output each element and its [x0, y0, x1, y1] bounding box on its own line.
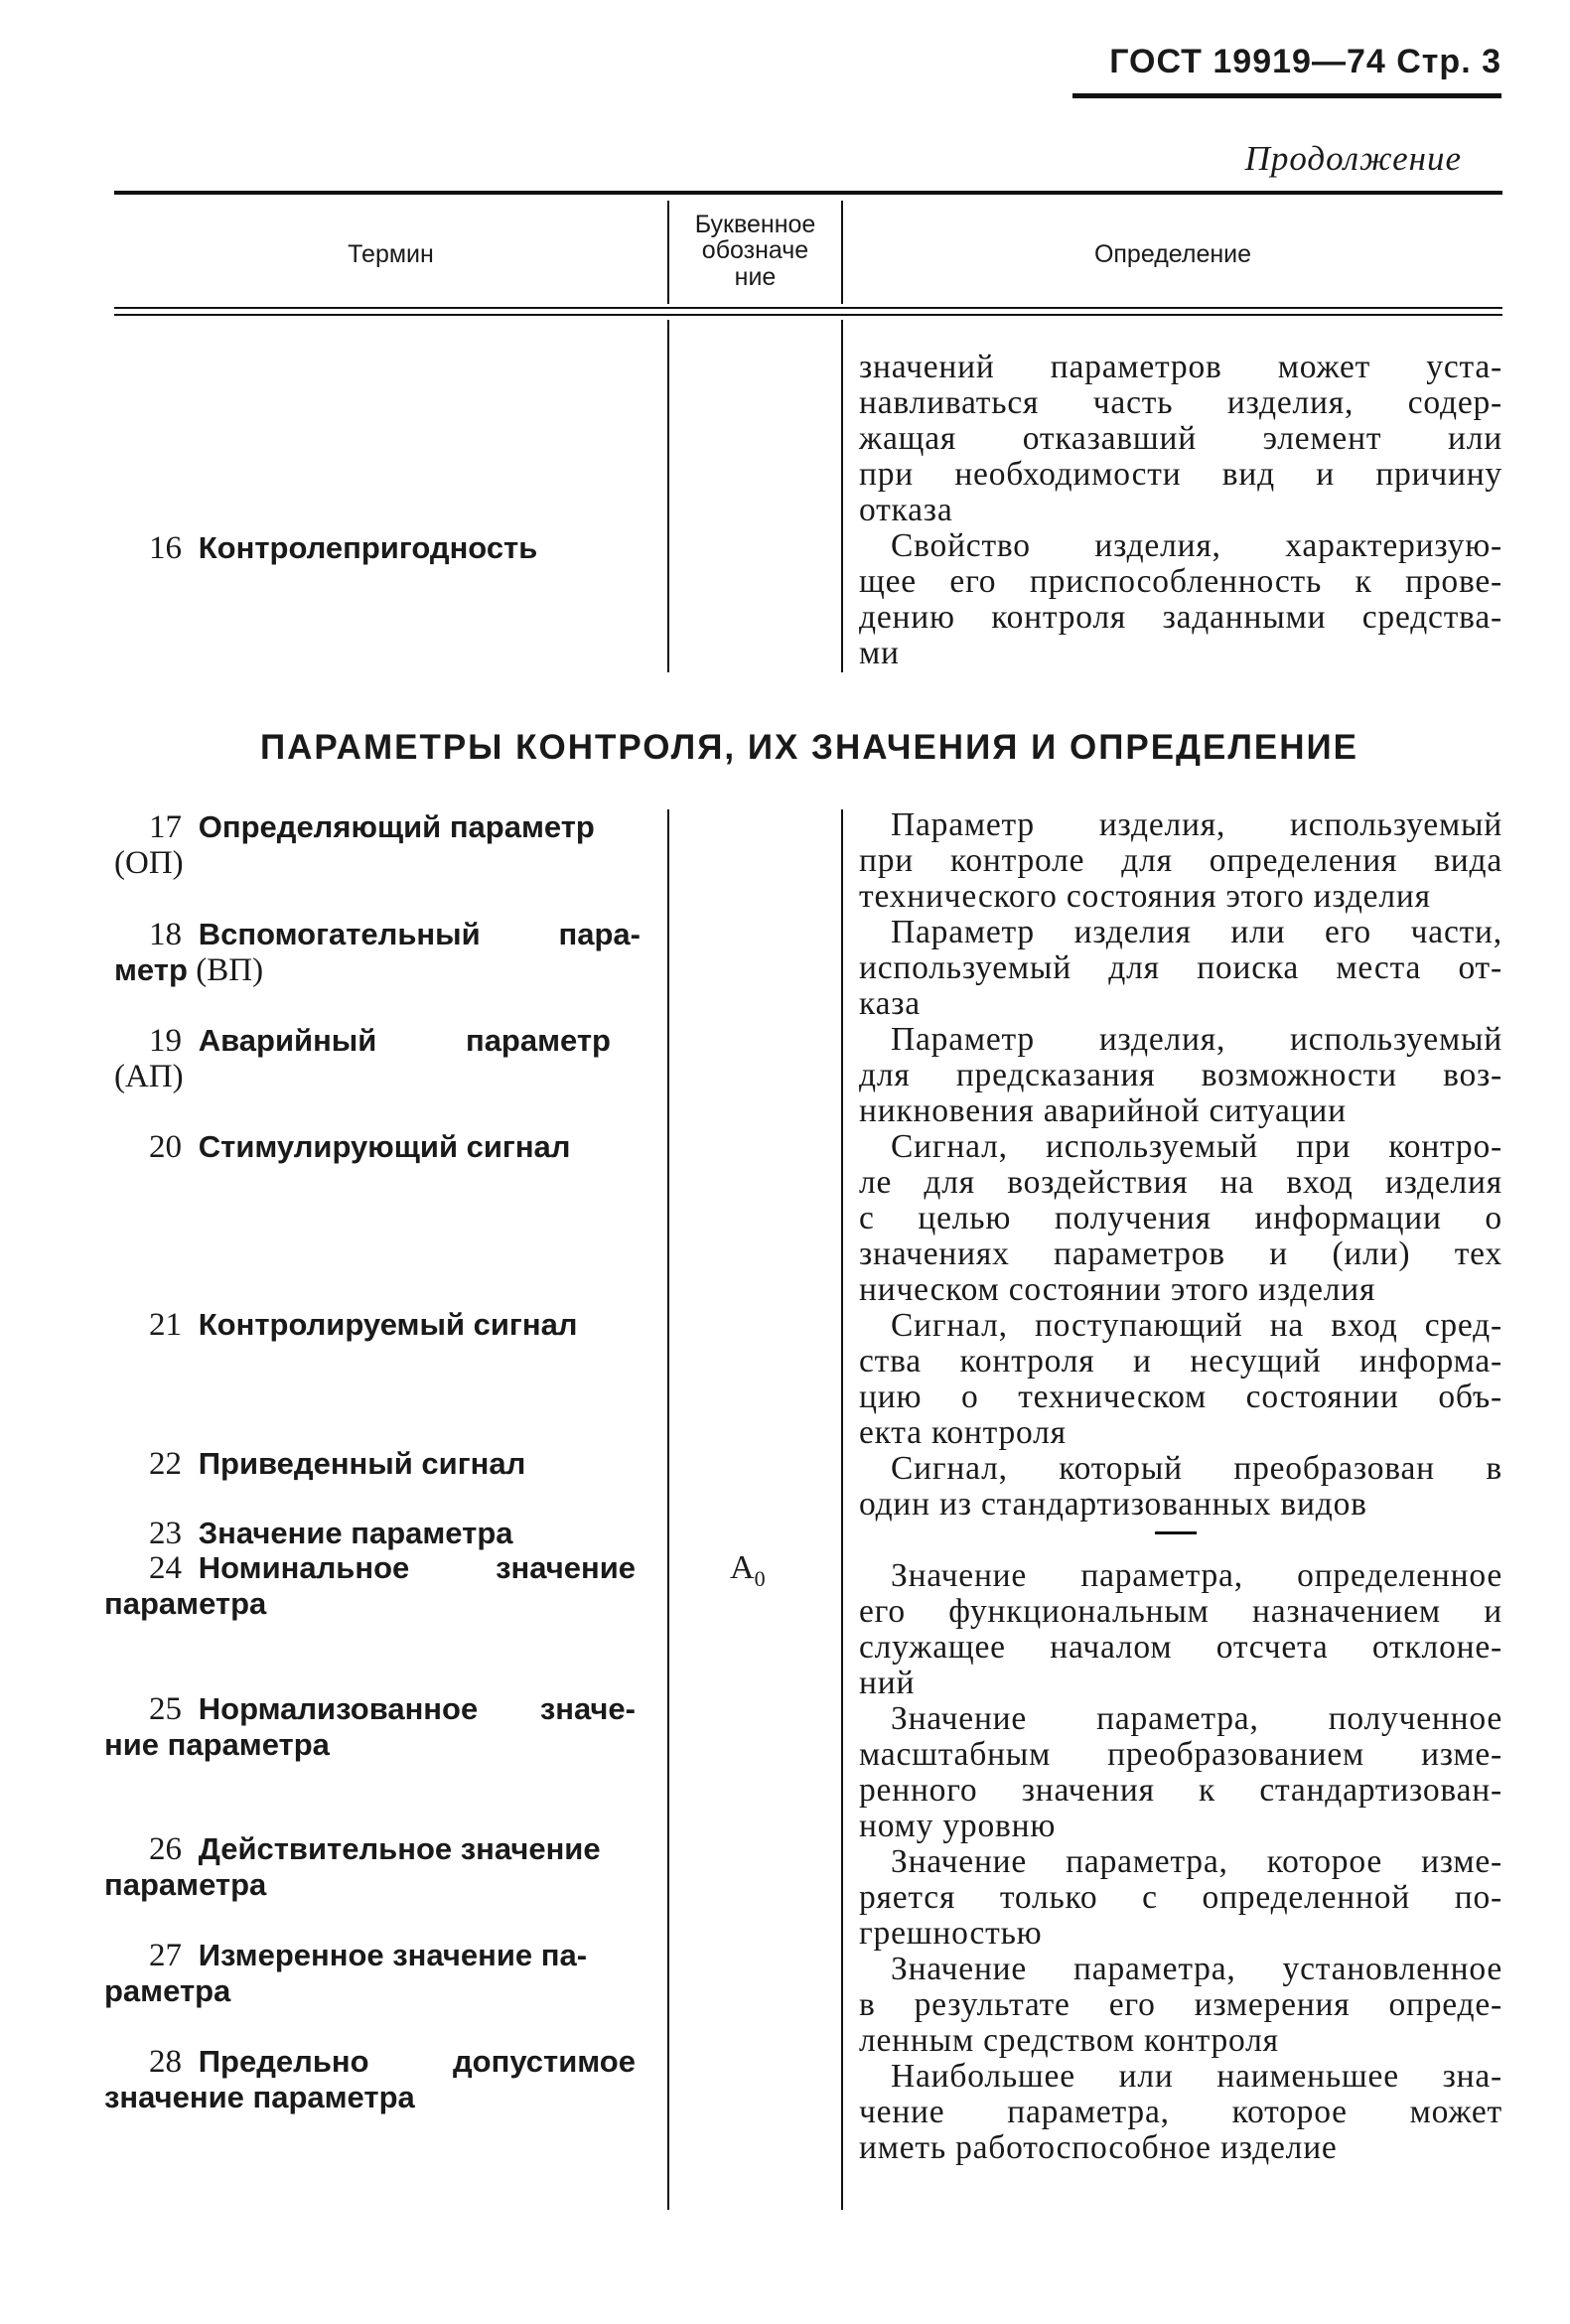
- definition-line: отказа: [859, 492, 953, 528]
- definition-word: для: [1121, 842, 1173, 879]
- definition-word: контроля: [959, 1343, 1095, 1380]
- definition-word: только: [999, 1879, 1098, 1916]
- definition-word: изме-: [1421, 1843, 1502, 1880]
- definition-word: служащее: [859, 1629, 1006, 1666]
- definition-word: который: [1059, 1450, 1183, 1487]
- definition-word: значениях: [859, 1235, 1010, 1272]
- definition-word: части,: [1410, 914, 1502, 950]
- definition-word: причину: [1375, 456, 1502, 493]
- definition-word: ства: [859, 1343, 922, 1380]
- header-rule: [1072, 93, 1501, 98]
- definition-word: информа-: [1359, 1343, 1502, 1380]
- definition-line: [859, 1022, 1502, 1058]
- col-divider-body-1a: [667, 320, 669, 672]
- definition-word: несущий: [1190, 1343, 1322, 1380]
- definition-line: [859, 1236, 1502, 1272]
- definition-word: используемый: [1290, 1021, 1502, 1058]
- definition-word: изделия: [1384, 1164, 1502, 1201]
- definition-line: [859, 1165, 1502, 1201]
- term-name: Стимулирующий сигнал: [198, 1129, 571, 1164]
- definition-line: [859, 600, 1502, 636]
- definition-word: вход: [1331, 1307, 1398, 1344]
- page-number: Стр. 3: [1396, 43, 1501, 80]
- definition-word: заданными: [1162, 599, 1327, 636]
- term-24: 24 Номинальное значение параметра: [104, 1550, 636, 1621]
- definition-word: щее: [859, 563, 917, 600]
- definition-spacer: [859, 1523, 1502, 1558]
- definition-word: опреде-: [1388, 1986, 1502, 2023]
- carry-over-definition: [859, 350, 1502, 528]
- definition-word: его: [859, 1593, 906, 1630]
- definition-word: и: [1133, 1343, 1152, 1380]
- definition-word: получения: [1054, 1200, 1212, 1236]
- definition-word: воздействия: [1007, 1164, 1189, 1201]
- definition-word: при: [859, 456, 915, 493]
- definition-word: параметров: [1050, 349, 1222, 385]
- column-header-letter-line1: Буквенное: [694, 211, 816, 238]
- term-name: Нормализованное: [198, 1691, 479, 1726]
- column-header-letter-line2: обозначе: [701, 236, 809, 265]
- definition-line: [859, 2059, 1502, 2095]
- definition-line: ленным средством контроля: [859, 2022, 1279, 2059]
- definition-line: один из стандартизованных видов: [859, 1486, 1367, 1523]
- definition-word: целью: [918, 1200, 1012, 1236]
- definition-word: на: [1219, 1164, 1255, 1201]
- definition-word: отказавший: [1022, 420, 1197, 457]
- definition-line: [859, 564, 1502, 600]
- definition-line: [859, 2095, 1502, 2130]
- definition-line: [859, 1129, 1502, 1165]
- term-23: 23 Значение параметра: [149, 1516, 513, 1551]
- definition-word: чение: [859, 2094, 945, 2130]
- term-name: Контролепригодность: [198, 530, 538, 565]
- definition-word: (или): [1332, 1235, 1411, 1272]
- definition-word: может: [1277, 349, 1371, 385]
- definition-word: контро-: [1388, 1128, 1502, 1165]
- definition-word: наименьшее: [1216, 2058, 1399, 2095]
- definition-word: преобразован: [1233, 1450, 1435, 1487]
- definition-word: изделия: [1073, 914, 1192, 950]
- term-22: 22 Приведенный сигнал: [149, 1446, 526, 1482]
- col-divider-body-2b: [841, 809, 843, 2210]
- definition-word: тех: [1454, 1235, 1502, 1272]
- definition-word: Значение: [891, 1843, 1028, 1880]
- definition-line: ному уровню: [859, 1808, 1057, 1844]
- definition-line: [859, 1987, 1502, 2023]
- definition-word: определения: [1209, 842, 1398, 879]
- definition-line: [859, 1344, 1502, 1380]
- standard-number: ГОСТ 19919—74: [1109, 43, 1386, 80]
- definition-16: [859, 528, 1502, 671]
- definition-line: [859, 1701, 1502, 1737]
- definition-word: контроля: [991, 599, 1127, 636]
- definition-line: технического состояния этого изделия: [859, 878, 1431, 915]
- definition-word: места: [1336, 949, 1422, 986]
- definition-line: иметь работоспособное изделие: [859, 2129, 1338, 2166]
- definition-line: [859, 1737, 1502, 1773]
- definition-line: [859, 1594, 1502, 1630]
- term-name: Действительное значение: [198, 1831, 601, 1866]
- term-name: Приведенный сигнал: [198, 1446, 526, 1481]
- definition-word: отклоне-: [1371, 1629, 1502, 1666]
- definition-word: значений: [859, 349, 995, 385]
- definition-word: параметров: [1054, 1235, 1225, 1272]
- definition-word: изделия,: [1226, 384, 1355, 421]
- definition-line: [859, 528, 1502, 564]
- definition-word: используемый: [1290, 806, 1502, 843]
- definition-word: дению: [859, 599, 955, 636]
- definition-line: екта контроля: [859, 1414, 1067, 1451]
- definition-word: ле: [859, 1164, 893, 1201]
- continuation-label: Продолжение: [1244, 139, 1462, 178]
- term-25: 25 Нормализованное значе- ние параметра: [104, 1691, 636, 1762]
- column-header-letter-line3: ние: [734, 262, 777, 291]
- definition-word: на: [1269, 1307, 1305, 1344]
- term-name: Определяющий параметр: [198, 809, 595, 844]
- definition-word: средства-: [1361, 599, 1502, 636]
- definition-line: [859, 1201, 1502, 1236]
- definition-word: техническом: [1018, 1379, 1207, 1415]
- definition-word: цию: [859, 1379, 923, 1415]
- term-name: Аварийный: [198, 1023, 377, 1058]
- definition-word: объ-: [1438, 1379, 1502, 1415]
- definition-word: жащая: [859, 420, 957, 457]
- definition-line: [859, 1558, 1502, 1594]
- definition-word: с: [1142, 1879, 1158, 1916]
- definition-line: [859, 1880, 1502, 1916]
- definition-word: началом: [1050, 1629, 1173, 1666]
- definition-word: изделия,: [1098, 1021, 1226, 1058]
- definition-word: при: [1296, 1128, 1352, 1165]
- definition-line: [859, 457, 1502, 493]
- term-name: Вспомогательный: [198, 917, 481, 951]
- definition-line: [859, 1451, 1502, 1487]
- definition-word: информации: [1254, 1200, 1442, 1236]
- definition-line: [859, 915, 1502, 950]
- definition-word: Значение: [891, 1557, 1028, 1594]
- definition-word: для: [859, 1057, 911, 1093]
- definition-word: характеризую-: [1285, 527, 1502, 564]
- definition-word: которое: [1266, 1843, 1382, 1880]
- definition-word: Значение: [891, 1951, 1028, 1987]
- definition-word: используемый: [1046, 1128, 1258, 1165]
- definition-word: содер-: [1407, 384, 1502, 421]
- definition-word: может: [1409, 2094, 1502, 2130]
- col-divider-body-1b: [667, 809, 669, 2210]
- definition-word: Параметр: [891, 914, 1035, 950]
- term-name: Значение параметра: [198, 1516, 513, 1550]
- definition-word: или: [1230, 914, 1286, 950]
- definition-line: ническом состоянии этого изделия: [859, 1271, 1376, 1308]
- running-head: [1072, 42, 1501, 82]
- definition-line: [859, 843, 1502, 879]
- definition-word: возможности: [1201, 1057, 1397, 1093]
- definition-word: назначением: [1251, 1593, 1441, 1630]
- definition-word: с: [859, 1200, 875, 1236]
- table-head-rule-2: [114, 314, 1502, 316]
- definition-word: по-: [1454, 1879, 1502, 1916]
- col-divider-body-2a: [841, 320, 843, 672]
- definition-word: функциональным: [948, 1593, 1210, 1630]
- term-28: 28 Предельно допустимое значение параметра: [104, 2044, 636, 2114]
- definition-word: установленное: [1282, 1951, 1502, 1987]
- definition-word: для: [924, 1164, 975, 1201]
- definition-line: [859, 1058, 1502, 1093]
- definition-word: Сигнал,: [891, 1128, 1008, 1165]
- definition-word: отсчета: [1215, 1629, 1329, 1666]
- definition-word: о: [960, 1379, 979, 1415]
- definition-word: Сигнал,: [891, 1307, 1008, 1344]
- definition-word: прове-: [1405, 563, 1502, 600]
- definition-word: параметра,: [1080, 1557, 1243, 1594]
- definition-word: его: [1325, 914, 1371, 950]
- definition-word: параметра,: [1073, 1951, 1236, 1987]
- definition-word: предсказания: [955, 1057, 1156, 1093]
- term-name: Измеренное значение па-: [198, 1938, 588, 1972]
- definition-word: от-: [1458, 949, 1502, 986]
- term-26: 26 Действительное значение параметра: [104, 1831, 601, 1902]
- definition-word: ренного: [859, 1772, 978, 1809]
- term-19: 19 Аварийный параметр (АП): [114, 1023, 611, 1094]
- definition-word: необходимости: [954, 456, 1182, 493]
- definition-word: измерения: [1194, 1986, 1351, 2023]
- definition-word: состоянии: [1245, 1379, 1399, 1415]
- definition-word: Значение: [891, 1700, 1028, 1737]
- definition-word: стандартизован-: [1259, 1772, 1502, 1809]
- definition-word: поиска: [1197, 949, 1300, 986]
- definition-word: о: [1485, 1200, 1502, 1236]
- term-name: Номинальное: [198, 1550, 410, 1585]
- definition-word: приспособленность: [1029, 563, 1323, 600]
- definition-word: параметра,: [1096, 1700, 1259, 1737]
- definition-word: которое: [1231, 2094, 1348, 2130]
- term-27: 27 Измеренное значение па- раметра: [104, 1938, 588, 2008]
- term-21: 21 Контролируемый сигнал: [149, 1307, 578, 1343]
- definition-word: параметра,: [1066, 1843, 1228, 1880]
- definition-word: значения: [1021, 1772, 1155, 1809]
- definition-line: [859, 950, 1502, 986]
- definition-word: или: [1447, 420, 1502, 457]
- definition-word: его: [949, 563, 997, 600]
- column-header-term: Термин: [348, 240, 434, 268]
- definition-word: и: [1316, 456, 1336, 493]
- definition-line: каза: [859, 985, 921, 1022]
- definition-word: к: [1199, 1772, 1216, 1809]
- definition-word: Сигнал,: [891, 1450, 1008, 1487]
- term-number: 16: [149, 530, 182, 566]
- definition-word: преобразованием: [1107, 1736, 1365, 1773]
- definition-word: вида: [1434, 842, 1502, 879]
- definition-word: определенной: [1202, 1879, 1411, 1916]
- definition-word: вид: [1221, 456, 1275, 493]
- definition-line: [859, 807, 1502, 843]
- definition-word: Параметр: [891, 1021, 1035, 1058]
- definition-word: его: [1108, 1986, 1156, 2023]
- term-17: 17 Определяющий параметр (ОП): [114, 809, 595, 881]
- definition-word: часть: [1092, 384, 1174, 421]
- definition-word: параметра,: [1007, 2094, 1170, 2130]
- term-18: 18 Вспомогательный пара- метр (ВП): [114, 917, 641, 988]
- definition-word: Параметр: [891, 806, 1035, 843]
- table-top-rule: [114, 191, 1502, 195]
- definition-word: ряется: [859, 1879, 956, 1916]
- definition-word: воз-: [1443, 1057, 1502, 1093]
- definition-word: уста-: [1426, 349, 1502, 385]
- definition-line: никновения аварийной ситуации: [859, 1092, 1347, 1129]
- definition-line: [859, 1952, 1502, 1987]
- definition-word: изделия,: [1094, 527, 1221, 564]
- definition-word: полученное: [1328, 1700, 1502, 1737]
- definition-line: ний: [859, 1665, 916, 1701]
- term-name: Предельно: [198, 2044, 369, 2079]
- definition-word: и: [1484, 1593, 1502, 1630]
- definition-word: определенное: [1297, 1557, 1502, 1594]
- definition-word: результате: [914, 1986, 1070, 2023]
- definition-line: [859, 1308, 1502, 1344]
- column-header-definition: Определение: [1093, 240, 1252, 268]
- definition-word: элемент: [1262, 420, 1382, 457]
- definition-word: Наибольшее: [891, 2058, 1075, 2095]
- letter-symbol-24: $A_0$: [730, 1549, 766, 1591]
- definition-line: [859, 1773, 1502, 1809]
- definition-word: вход: [1286, 1164, 1354, 1201]
- definition-line: [859, 1844, 1502, 1880]
- term-name: Контролируемый сигнал: [198, 1307, 578, 1342]
- definition-word: сред-: [1424, 1307, 1502, 1344]
- definition-word: при: [859, 842, 915, 879]
- definition-line: [859, 1380, 1502, 1415]
- definition-word: или: [1118, 2058, 1174, 2095]
- column-header-letter: [669, 212, 841, 290]
- term-16: [149, 530, 537, 566]
- definition-word: контроле: [949, 842, 1085, 879]
- definition-word: поступающий: [1034, 1307, 1243, 1344]
- term-20: 20 Стимулирующий сигнал: [149, 1129, 571, 1165]
- table-head-rule-1: [114, 307, 1502, 309]
- definition-word: в: [1486, 1450, 1502, 1487]
- definition-line: [859, 421, 1502, 457]
- definition-word: для: [1108, 949, 1160, 986]
- term-abbreviation: (ОП): [114, 845, 184, 881]
- definition-word: навливаться: [859, 384, 1040, 421]
- definition-word: зна-: [1442, 2058, 1502, 2095]
- definitions-block: [859, 807, 1502, 2166]
- definition-line: [859, 1630, 1502, 1666]
- definition-line: грешностью: [859, 1915, 1043, 1952]
- section-title: ПАРАМЕТРЫ КОНТРОЛЯ, ИХ ЗНАЧЕНИЯ И ОПРЕДЕЛЕНИЕ: [259, 728, 1359, 767]
- definition-line: [859, 385, 1502, 421]
- definition-line: ми: [859, 635, 900, 671]
- definition-word: Свойство: [891, 527, 1031, 564]
- definition-word: и: [1269, 1235, 1289, 1272]
- definition-word: изделия,: [1098, 806, 1226, 843]
- definition-word: используемый: [859, 949, 1071, 986]
- definition-word: масштабным: [859, 1736, 1052, 1773]
- definition-word: в: [859, 1986, 876, 2023]
- definition-word: к: [1355, 563, 1372, 600]
- definition-line: [859, 350, 1502, 385]
- definition-word: изме-: [1421, 1736, 1502, 1773]
